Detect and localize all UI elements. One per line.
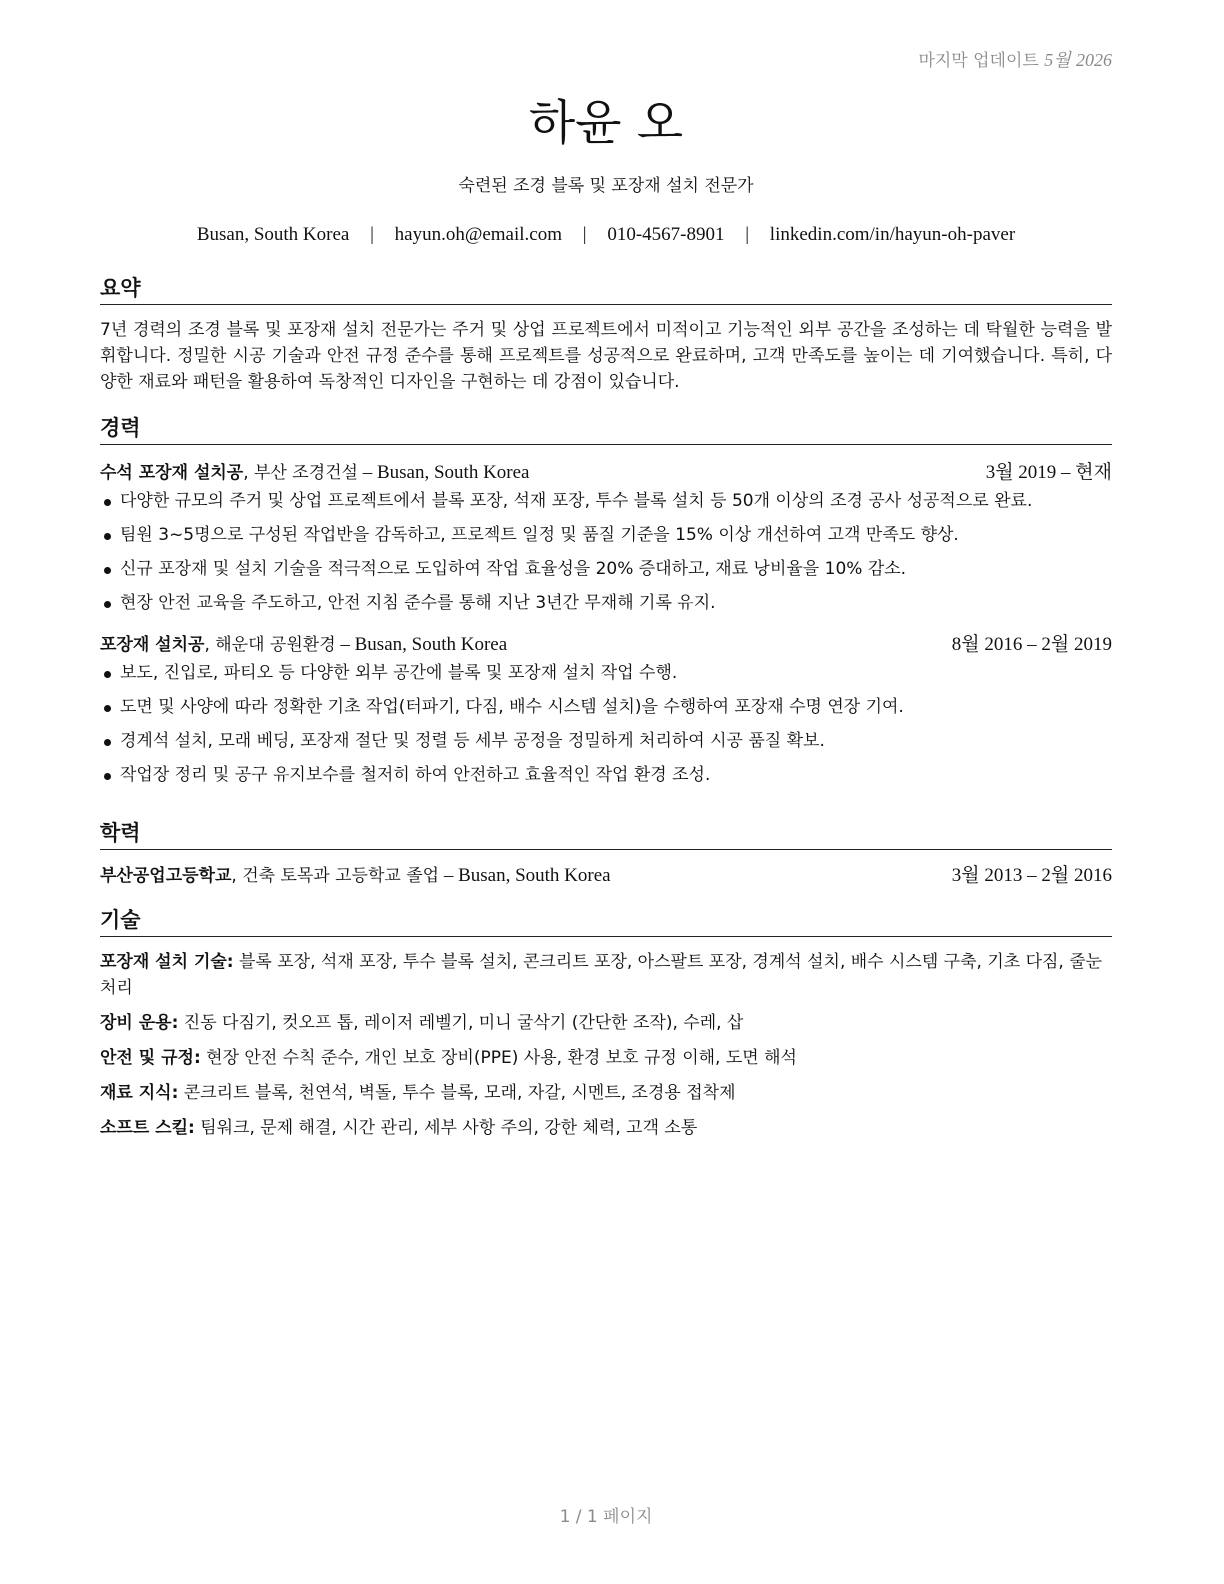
skill-row (100, 1010, 1112, 1036)
contact-phone[interactable]: 010-4567-8901 (607, 224, 725, 245)
skill-text: 팀워크, 문제 해결, 시간 관리, 세부 사항 주의, 강한 체력, 고객 소통 (194, 1118, 698, 1138)
job-title: 포장재 설치공 (100, 635, 205, 655)
job-location: – Busan, South Korea (335, 634, 508, 655)
summary-section (100, 274, 1112, 395)
education-dates: 3월 2013 – 2월 2016 (951, 865, 1112, 886)
education-location: – Busan, South Korea (439, 865, 611, 886)
skill-label: 장비 운용: (100, 1013, 179, 1033)
job-header (100, 461, 1112, 485)
summary-heading: 요약 (100, 274, 1112, 305)
last-updated-month: 5월 (1044, 50, 1071, 70)
skill-row (100, 949, 1112, 1001)
experience-heading: 경력 (100, 414, 1112, 445)
experience-section (100, 414, 1112, 797)
job-dates: 3월 2019 – 현재 (985, 462, 1112, 483)
skill-label: 안전 및 규정: (100, 1048, 201, 1068)
job-header (100, 633, 1112, 657)
job-bullet: 다양한 규모의 주거 및 상업 프로젝트에서 블록 포장, 석재 포장, 투수 블록 설치 등 50개 이상의 조경 공사 성공적으로 완료. (100, 489, 1112, 513)
skill-row (100, 1080, 1112, 1106)
skills-section (100, 906, 1112, 1141)
job-bullet: 보도, 진입로, 파티오 등 다양한 외부 공간에 블록 및 포장재 설치 작업 수행. (100, 661, 1112, 685)
resume-page (100, 0, 1112, 1584)
education-entry (100, 864, 1112, 888)
summary-text: 7년 경력의 조경 블록 및 포장재 설치 전문가는 주거 및 상업 프로젝트에서 미적이고 기능적인 외부 공간을 조성하는 데 탁월한 능력을 발휘합니다. 정밀한 시공 기술과 안전 규정 준수를 통해 프로젝트를 성공적으로 완료하며, 고객 만족도를 높이는 데 기여했습니다. 특히, 다양한 재료와 패턴을 활용하여 독창적인 디자인을 구현하는 데 강점이 있습니다. (100, 320, 1112, 392)
skill-row (100, 1115, 1112, 1141)
last-updated-label: 마지막 업데이트 (918, 51, 1039, 71)
job-location: – Busan, South Korea (357, 462, 530, 483)
job-bullet: 현장 안전 교육을 주도하고, 안전 지침 준수를 통해 지난 3년간 무재해 기록 유지. (100, 591, 1112, 615)
job-bullet: 도면 및 사양에 따라 정확한 기초 작업(터파기, 다짐, 배수 시스템 설치)을 수행하여 포장재 수명 연장 기여. (100, 695, 1112, 719)
job-company: , 부산 조경건설 (243, 463, 358, 483)
job-dates: 8월 2016 – 2월 2019 (951, 634, 1112, 655)
contact-email[interactable]: hayun.oh@email.com (394, 224, 563, 245)
education-school: 부산공업고등학교 (100, 866, 232, 886)
job-bullets (100, 489, 1112, 615)
education-section (100, 819, 1112, 888)
skill-label: 포장재 설치 기술: (100, 952, 234, 972)
contact-line (100, 224, 1112, 246)
candidate-tagline: 숙련된 조경 블록 및 포장재 설치 전문가 (458, 176, 754, 196)
candidate-name: 하윤 오 (528, 95, 684, 151)
skill-text: 콘크리트 블록, 천연석, 벽돌, 투수 블록, 모래, 자갈, 시멘트, 조경용 접착제 (178, 1083, 736, 1103)
skill-text: 진동 다짐기, 컷오프 톱, 레이저 레벨기, 미니 굴삭기 (간단한 조작), 수레, 삽 (178, 1013, 744, 1033)
skill-label: 소프트 스킬: (100, 1118, 195, 1138)
job-bullets (100, 661, 1112, 787)
contact-separator: | (582, 224, 587, 245)
page-indicator: 1 / 1 페이지 (559, 1507, 653, 1527)
skill-label: 재료 지식: (100, 1083, 179, 1103)
job-bullet: 신규 포장재 및 설치 기술을 적극적으로 도입하여 작업 효율성을 20% 증대하고, 재료 낭비율을 10% 감소. (100, 557, 1112, 581)
skill-text: 현장 안전 수칙 준수, 개인 보호 장비(PPE) 사용, 환경 보호 규정 이해, 도면 해석 (200, 1048, 797, 1068)
job-bullet: 작업장 정리 및 공구 유지보수를 철저히 하여 안전하고 효율적인 작업 환경 조성. (100, 763, 1112, 787)
contact-separator: | (745, 224, 750, 245)
contact-separator: | (370, 224, 374, 245)
job-company: , 해운대 공원환경 (204, 635, 336, 655)
job-title: 수석 포장재 설치공 (100, 463, 244, 483)
skill-text: 블록 포장, 석재 포장, 투수 블록 설치, 콘크리트 포장, 아스팔트 포장, 경계석 설치, 배수 시스템 구축, 기초 다짐, 줄눈 처리 (100, 952, 1103, 998)
job-bullet: 경계석 설치, 모래 베딩, 포장재 절단 및 정렬 등 세부 공정을 정밀하게 처리하여 시공 품질 확보. (100, 729, 1112, 753)
skills-heading: 기술 (100, 906, 1112, 937)
education-program: , 건축 토목과 고등학교 졸업 (231, 866, 440, 886)
education-heading: 학력 (100, 819, 1112, 850)
last-updated (918, 46, 1112, 72)
contact-location: Busan, South Korea (196, 224, 350, 245)
job-bullet: 팀원 3~5명으로 구성된 작업반을 감독하고, 프로젝트 일정 및 품질 기준을 15% 이상 개선하여 고객 만족도 향상. (100, 523, 1112, 547)
contact-linkedin[interactable]: linkedin.com/in/hayun-oh-paver (769, 224, 1016, 245)
last-updated-year: 2026 (1076, 50, 1112, 70)
skill-row (100, 1045, 1112, 1071)
